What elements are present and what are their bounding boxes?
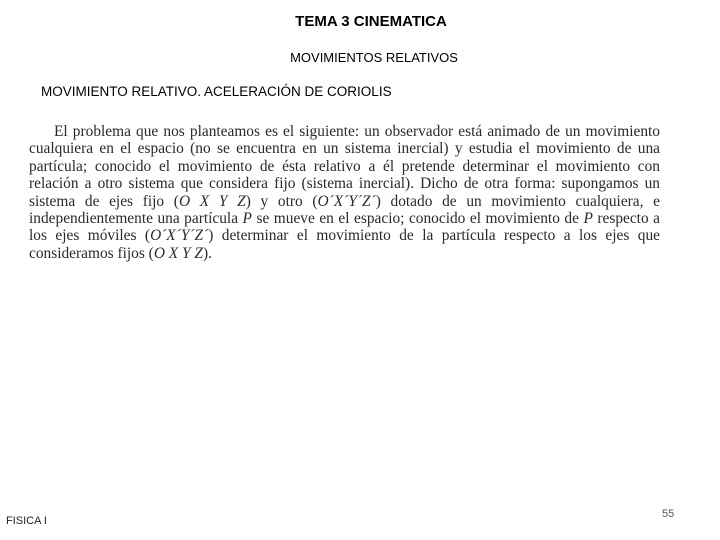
body-text-run: ) determinar el movimiento de la partícula respecto a los ejes que consideramos fijos ( (29, 227, 660, 262)
fixed-axes-symbol: O X Y Z (153, 244, 203, 262)
body-text-run: El problema que nos planteamos es el siguiente: un observador está animado de un movimiento cualquiera en el espacio (no se encuentra en un sistema inercial) y estudia el movimiento de una partícula; conocido el movimiento de ésta relativo a él pretende determinar el movimiento con relación a otro sistema que considera fijo (sistema inercial). Dicho de otra forma: supongamos un sistema de ejes fijo ( (29, 123, 660, 210)
body-text-run: ) dotado de un movimiento cualquiera, e independientemente una partícula (29, 192, 660, 228)
body-text-run: se mueve en el espacio; conocido el movimiento de (251, 210, 584, 228)
particle-symbol: P (583, 210, 593, 228)
body-text-run: ). (203, 244, 212, 262)
mobile-axes-symbol: O´X´Y´Z´ (317, 192, 376, 210)
mobile-axes-symbol: O´X´Y´Z´ (150, 227, 209, 245)
page-number: 55 (662, 508, 675, 520)
footer-course-label: FISICA I (6, 515, 47, 527)
fixed-axes-symbol: O X Y Z (178, 192, 246, 210)
section-heading: MOVIMIENTO RELATIVO. ACELERACIÓN DE CORIOLIS (41, 84, 392, 99)
slide-title: TEMA 3 CINEMATICA (295, 13, 447, 30)
particle-symbol: P (242, 210, 252, 228)
body-paragraph (29, 123, 660, 262)
body-text-run: respecto a los ejes móviles ( (29, 210, 660, 245)
slide-subtitle: MOVIMIENTOS RELATIVOS (290, 50, 458, 65)
body-text-run: ) y otro ( (245, 192, 318, 210)
